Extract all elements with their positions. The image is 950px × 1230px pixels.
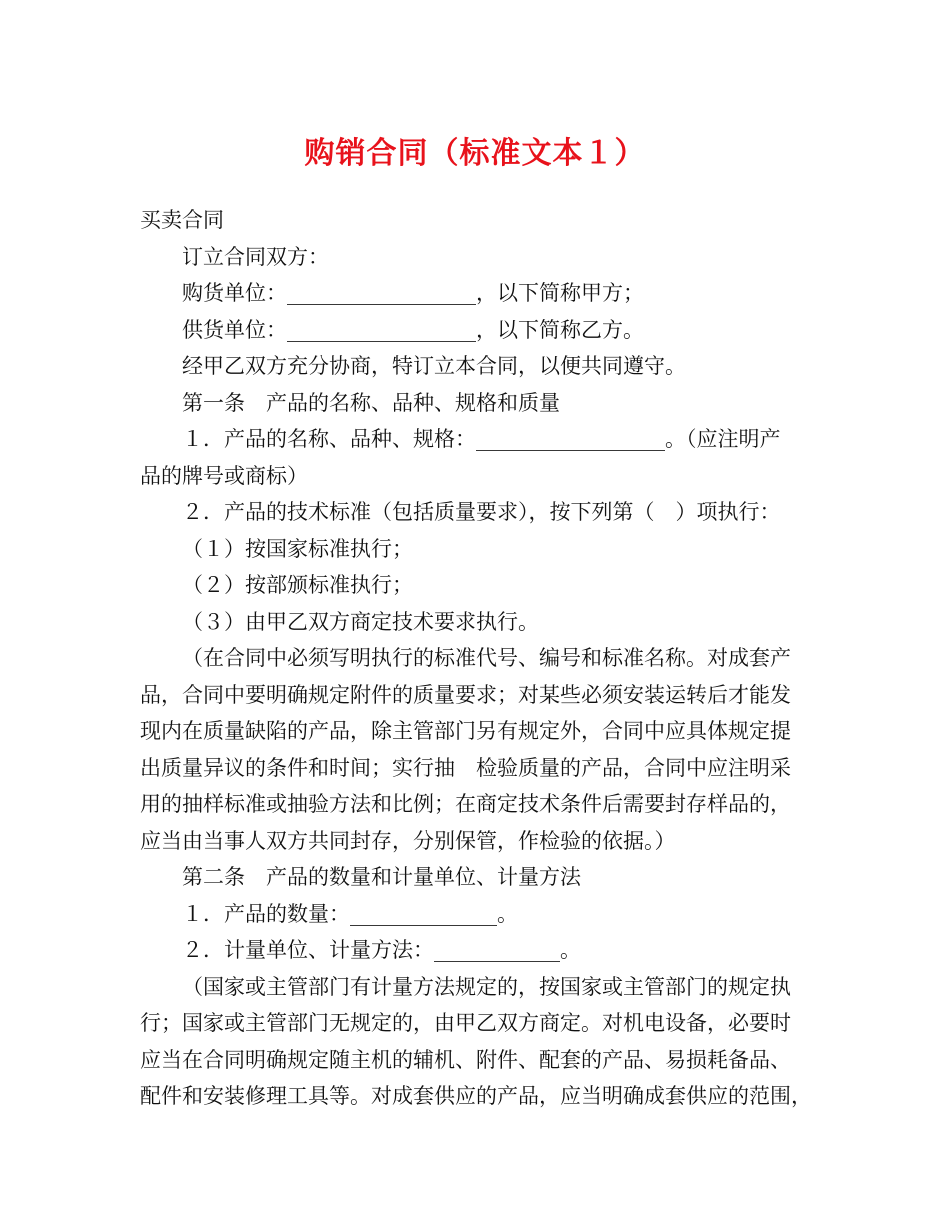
text-line: 行；国家或主管部门无规定的，由甲乙双方商定。对机电设备，必要时 bbox=[140, 1011, 791, 1035]
text-line: （在合同中必须写明执行的标准代号、编号和标准名称。对成套产 bbox=[182, 646, 791, 670]
text-line: （国家或主管部门有计量方法规定的，按国家或主管部门的规定执 bbox=[182, 974, 791, 999]
text-line: 应当在合同明确规定随主机的辅机、附件、配套的产品、易损耗备品、 bbox=[140, 1047, 791, 1072]
text-line: １．产品的名称、品种、规格：__________________。（应注明产 bbox=[182, 427, 781, 451]
text-line: 供货单位：__________________，以下简称乙方。 bbox=[182, 317, 644, 342]
text-line: 品，合同中要明确规定附件的质量要求；对某些必须安装运转后才能发 bbox=[140, 682, 791, 707]
text-line: 品的牌号或商标） bbox=[140, 463, 308, 488]
document-body bbox=[140, 202, 820, 1115]
text-line: 配件和安装修理工具等。对成套供应的产品，应当明确成套供应的范围， bbox=[140, 1084, 812, 1108]
text-line: （２）按部颁标准执行； bbox=[182, 573, 413, 597]
text-line: ２．产品的技术标准（包括质量要求），按下列第（ ）项执行： bbox=[182, 500, 781, 524]
text-line: 第二条 产品的数量和计量单位、计量方法 bbox=[182, 865, 581, 889]
text-line: （３）由甲乙双方商定技术要求执行。 bbox=[182, 609, 539, 634]
document-title: 购销合同（标准文本１） bbox=[304, 136, 646, 171]
text-line: １．产品的数量：______________。 bbox=[182, 901, 518, 926]
text-line: 经甲乙双方充分协商，特订立本合同，以便共同遵守。 bbox=[182, 354, 686, 378]
text-line: 出质量异议的条件和时间；实行抽 检验质量的产品，合同中应注明采 bbox=[140, 755, 791, 780]
text-line: ２．计量单位、计量方法：____________。 bbox=[182, 938, 581, 962]
text-line: 应当由当事人双方共同封存，分别保管，作检验的依据。） bbox=[140, 828, 676, 853]
text-line: 购货单位：__________________，以下简称甲方； bbox=[182, 281, 644, 305]
text-line: （１）按国家标准执行； bbox=[182, 536, 413, 561]
text-line: 用的抽样标准或抽验方法和比例；在商定技术条件后需要封存样品的， bbox=[140, 792, 791, 816]
text-line: 现内在质量缺陷的产品，除主管部门另有规定外，合同中应具体规定提 bbox=[140, 719, 791, 743]
text-line: 买卖合同 bbox=[140, 208, 224, 232]
text-line: 订立合同双方： bbox=[182, 244, 329, 269]
text-line: 第一条 产品的名称、品种、规格和质量 bbox=[182, 390, 560, 415]
